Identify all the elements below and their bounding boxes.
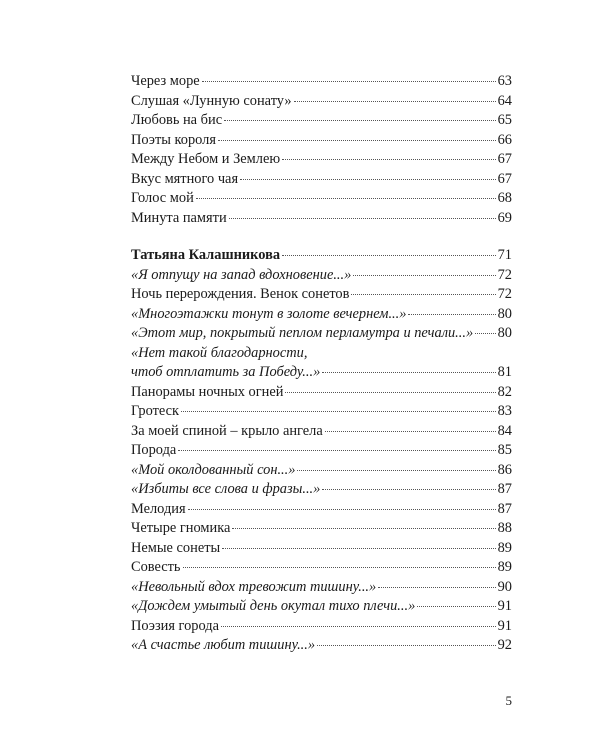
page-ref: 82: [497, 383, 512, 400]
page-ref: 86: [497, 461, 512, 478]
page-ref: 85: [497, 442, 512, 458]
toc-group-2: [131, 266, 512, 656]
author-name: Татьяна Калашникова: [131, 247, 281, 263]
toc-entry-line[interactable]: [131, 344, 512, 364]
toc-entry[interactable]: [131, 636, 512, 656]
toc-entry[interactable]: [131, 72, 512, 92]
dot-leader: [196, 198, 496, 199]
page-ref: 90: [497, 578, 512, 595]
toc-entry[interactable]: [131, 111, 512, 131]
entry-title: Слушая «Лунную сонату»: [131, 92, 292, 109]
page-ref: 80: [497, 305, 512, 322]
toc-author-row[interactable]: [131, 246, 512, 266]
toc-entry[interactable]: [131, 558, 512, 578]
dot-leader: [353, 275, 495, 276]
page-ref: 91: [497, 598, 512, 614]
toc-entry[interactable]: [131, 402, 512, 422]
entry-title: «Мой околдованный сон...»: [131, 461, 296, 478]
entry-title: «Дождем умытый день окутал тихо плечи...»: [131, 598, 416, 614]
page-ref: 84: [497, 422, 512, 439]
toc-entry[interactable]: [131, 578, 512, 598]
toc-entry[interactable]: [131, 170, 512, 190]
entry-title: «Невольный вдох тревожит тишину...»: [131, 578, 377, 595]
page-ref: 68: [497, 190, 512, 206]
entry-title: Четыре гномика: [131, 520, 231, 536]
toc-entry[interactable]: [131, 189, 512, 209]
page-ref: 87: [497, 481, 512, 497]
dot-leader: [475, 333, 495, 334]
page-ref: 71: [497, 247, 512, 263]
toc-entry[interactable]: [131, 209, 512, 229]
entry-title: Поэты короля: [131, 131, 216, 148]
entry-title: Голос мой: [131, 190, 194, 206]
page-ref: 64: [497, 92, 512, 109]
entry-title: Ночь перерождения. Венок сонетов: [131, 286, 350, 302]
entry-title: Вкус мятного чая: [131, 170, 239, 187]
entry-title-continuation: чтоб отплатить за Победу...»: [131, 364, 321, 380]
page-ref: 69: [497, 209, 512, 226]
page-number: 5: [505, 693, 512, 708]
dot-leader: [202, 81, 496, 82]
dot-leader: [232, 528, 495, 529]
dot-leader: [240, 179, 496, 180]
dot-leader: [408, 314, 495, 315]
toc-entry[interactable]: [131, 305, 512, 325]
entry-title: Немые сонеты: [131, 539, 221, 556]
toc-entry[interactable]: [131, 131, 512, 151]
page-ref: 72: [497, 266, 512, 283]
toc-group-1: [131, 72, 512, 228]
dot-leader: [351, 294, 495, 295]
entry-title: «А счастье любит тишину...»: [131, 637, 316, 653]
dot-leader: [294, 101, 496, 102]
toc-entry[interactable]: [131, 597, 512, 617]
entry-title: Через море: [131, 73, 200, 89]
page-ref: 83: [497, 403, 512, 419]
dot-leader: [297, 470, 495, 471]
entry-title: Любовь на бис: [131, 112, 223, 128]
page-ref: 89: [497, 559, 512, 575]
page-ref: 66: [497, 131, 512, 148]
entry-title: Между Небом и Землею: [131, 151, 281, 167]
toc-entry[interactable]: [131, 150, 512, 170]
entry-title: «Нет такой благодарности,: [131, 344, 308, 361]
dot-leader: [222, 548, 495, 549]
entry-title: Поэзия города: [131, 617, 219, 634]
dot-leader: [378, 587, 495, 588]
toc-entry[interactable]: [131, 422, 512, 442]
dot-leader: [417, 606, 495, 607]
dot-leader: [285, 392, 495, 393]
page-ref: 67: [497, 170, 512, 187]
entry-title: Панорамы ночных огней: [131, 383, 284, 400]
page-ref: 91: [497, 617, 512, 634]
toc-entry[interactable]: [131, 383, 512, 403]
dot-leader: [229, 218, 496, 219]
dot-leader: [282, 255, 496, 256]
toc-entry[interactable]: [131, 324, 512, 344]
toc-entry[interactable]: [131, 500, 512, 520]
entry-title: «Этот мир, покрытый пеплом перламутра и печали...»: [131, 325, 474, 341]
dot-leader: [322, 372, 495, 373]
toc-entry[interactable]: [131, 92, 512, 112]
toc-entry[interactable]: [131, 285, 512, 305]
toc-entry[interactable]: [131, 363, 512, 383]
entry-title: Совесть: [131, 559, 181, 575]
dot-leader: [181, 411, 496, 412]
entry-title: За моей спиной – крыло ангела: [131, 422, 323, 439]
dot-leader: [188, 509, 496, 510]
page-ref: 80: [497, 325, 512, 341]
dot-leader: [224, 120, 496, 121]
entry-title: Порода: [131, 442, 177, 458]
page-ref: 72: [497, 286, 512, 302]
toc-entry[interactable]: [131, 441, 512, 461]
dot-leader: [325, 431, 496, 432]
entry-title: «Я отпущу на запад вдохновение...»: [131, 266, 352, 283]
toc-entry[interactable]: [131, 266, 512, 286]
dot-leader: [178, 450, 495, 451]
page-ref: 63: [497, 73, 512, 89]
dot-leader: [183, 567, 496, 568]
toc-entry[interactable]: [131, 539, 512, 559]
toc-entry[interactable]: [131, 617, 512, 637]
entry-title: Мелодия: [131, 500, 186, 517]
dot-leader: [218, 140, 496, 141]
entry-title: «Многоэтажки тонут в золоте вечернем...»: [131, 305, 407, 322]
page-ref: 67: [497, 151, 512, 167]
table-of-contents: [131, 72, 512, 656]
toc-entry[interactable]: [131, 519, 512, 539]
page-ref: 88: [497, 520, 512, 536]
dot-leader: [221, 626, 496, 627]
toc-entry[interactable]: [131, 461, 512, 481]
entry-title: «Избиты все слова и фразы...»: [131, 481, 321, 497]
entry-title: Гротеск: [131, 403, 180, 419]
page-ref: 87: [497, 500, 512, 517]
dot-leader: [282, 159, 496, 160]
page-ref: 81: [497, 364, 512, 380]
dot-leader: [317, 645, 496, 646]
page-ref: 92: [497, 637, 512, 653]
dot-leader: [322, 489, 495, 490]
page-ref: 65: [497, 112, 512, 128]
section-gap: [131, 228, 512, 246]
page-ref: 89: [497, 539, 512, 556]
entry-title: Минута памяти: [131, 209, 227, 226]
toc-entry[interactable]: [131, 480, 512, 500]
